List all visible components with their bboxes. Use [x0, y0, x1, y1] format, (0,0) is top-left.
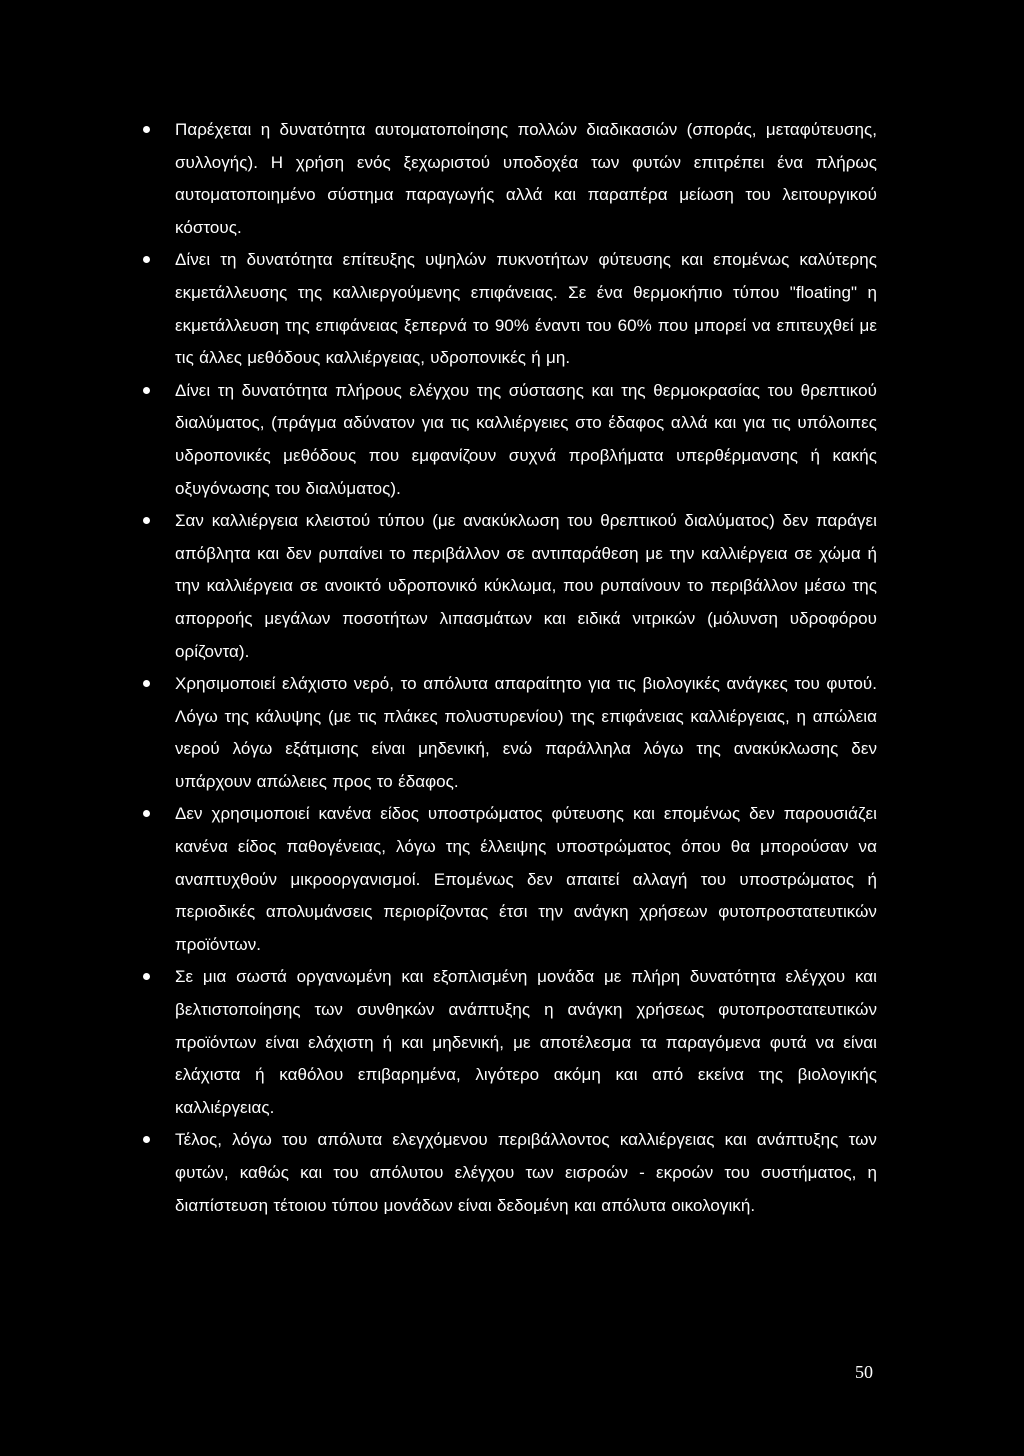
- bullet-icon: [143, 680, 150, 687]
- list-item: [175, 798, 877, 961]
- list-item: [175, 114, 877, 244]
- list-item: [175, 961, 877, 1124]
- page-number: 50: [855, 1362, 873, 1382]
- list-item: [175, 1124, 877, 1222]
- bullet-icon: [143, 810, 150, 817]
- list-item: [175, 244, 877, 374]
- list-item: [175, 505, 877, 668]
- list-item-text: Δίνει τη δυνατότητα επίτευξης υψηλών πυκνοτήτων φύτευσης και επομένως καλύτερης εκμετάλλευσης της καλλιεργούμενης επιφάνειας. Σε ένα θερμοκήπιο τύπου "floating" η εκμετάλλευση της επιφάνειας ξεπερνά το 90% έναντι του 60% που μπορεί να επιτευχθεί με τις άλλες μεθόδους καλλιέργειας, υδροπονικές ή μη.: [175, 250, 877, 368]
- list-item-text: Δεν χρησιμοποιεί κανένα είδος υποστρώματος φύτευσης και επομένως δεν παρουσιάζει κανένα είδος παθογένειας, λόγω της έλλειψης υποστρώματος όπου θα μπορούσαν να αναπτυχθούν μικροοργανισμοί. Επομένως δεν απαιτεί αλλαγή του υποστρώματος ή περιοδικές απολυμάνσεις περιορίζοντας έτσι την ανάγκη χρήσεων φυτοπροστατευτικών προϊόντων.: [175, 804, 877, 954]
- bullet-icon: [143, 387, 150, 394]
- list-item-text: Δίνει τη δυνατότητα πλήρους ελέγχου της σύστασης και της θερμοκρασίας του θρεπτικού διαλύματος, (πράγμα αδύνατον για τις καλλιέργειες στο έδαφος αλλά και για τις υπόλοιπες υδροπονικές μεθόδους που εμφανίζουν συχνά προβλήματα υπερθέρμανσης ή κακής οξυγόνωσης του διαλύματος).: [175, 380, 877, 498]
- list-item-text: Τέλος, λόγω του απόλυτα ελεγχόμενου περιβάλλοντος καλλιέργειας και ανάπτυξης των φυτών, καθώς και του απόλυτου ελέγχου των εισροών - εκροών του συστήματος, η διαπίστευση τέτοιου τύπου μονάδων είναι δεδομένη και απόλυτα οικολογική.: [175, 1130, 877, 1215]
- list-item-text: Χρησιμοποιεί ελάχιστο νερό, το απόλυτα απαραίτητο για τις βιολογικές ανάγκες του φυτού. Λόγω της κάλυψης (με τις πλάκες πολυστυρενίου) της επιφάνειας καλλιέργειας, η απώλεια νερού λόγω εξάτμισης είναι μηδενική, ενώ παράλληλα λόγω της ανακύκλωσης δεν υπάρχουν απώλειες προς το έδαφος.: [175, 674, 877, 791]
- bullet-icon: [143, 256, 150, 263]
- list-item-text: Σαν καλλιέργεια κλειστού τύπου (με ανακύκλωση του θρεπτικού διαλύματος) δεν παράγει απόβλητα και δεν ρυπαίνει το περιβάλλον σε αντιπαράθεση με την καλλιέργεια σε χώμα ή την καλλιέργεια σε ανοικτό υδροπονικό κύκλωμα, που ρυπαίνουν το περιβάλλον μέσω της απορροής μεγάλων ποσοτήτων λιπασμάτων και ειδικά νιτρικών (μόλυνση υδροφόρου ορίζοντα).: [175, 511, 877, 661]
- list-item-text: Σε μια σωστά οργανωμένη και εξοπλισμένη μονάδα με πλήρη δυνατότητα ελέγχου και βελτιστοποίησης των συνθηκών ανάπτυξης η ανάγκη χρήσεως φυτοπροστατευτικών προϊόντων είναι ελάχιστη ή και μηδενική, με αποτέλεσμα τα παραγόμενα φυτά να είναι ελάχιστα ή καθόλου επιβαρημένα, λιγότερο ακόμη και από εκείνα της βιολογικής καλλιέργειας.: [175, 967, 877, 1117]
- list-item: [175, 668, 877, 798]
- bullet-icon: [143, 1136, 150, 1143]
- list-item: [175, 375, 877, 505]
- bullet-icon: [143, 973, 150, 980]
- advantages-list: [175, 114, 877, 1222]
- bullet-icon: [143, 126, 150, 133]
- bullet-icon: [143, 517, 150, 524]
- list-item-text: Παρέχεται η δυνατότητα αυτοματοποίησης πολλών διαδικασιών (σποράς, μεταφύτευσης, συλλογής). Η χρήση ενός ξεχωριστού υποδοχέα των φυτών επιτρέπει ένα πλήρως αυτοματοποιημένο σύστημα παραγωγής αλλά και παραπέρα μείωση του λειτουργικού κόστους.: [175, 120, 877, 237]
